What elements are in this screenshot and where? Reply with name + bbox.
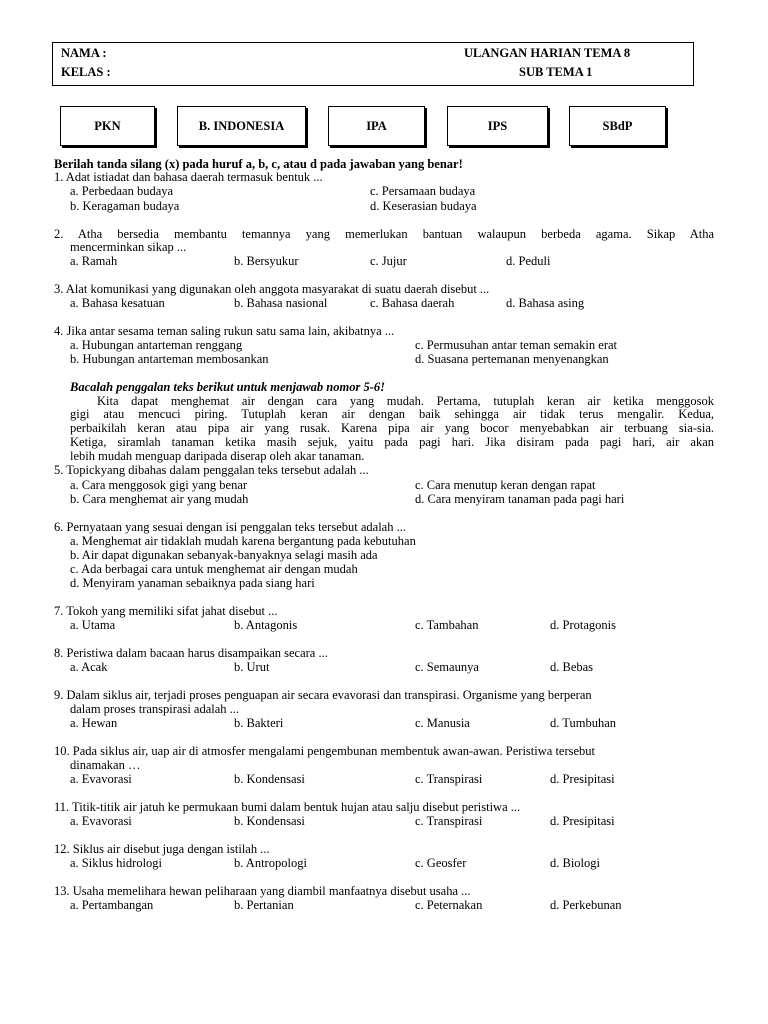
question-9: 9. Dalam siklus air, terjadi proses penguapan air secara evavorasi dan transpirasi. Organisme yang berperan [54,688,592,702]
q1-option-b: b. Keragaman budaya [70,199,180,213]
passage-heading: Bacalah penggalan teks berikut untuk menjawab nomor 5-6! [70,380,385,394]
question-6: 6. Pernyataan yang sesuai dengan isi penggalan teks tersebut adalah ... [54,520,406,534]
q10-option-a: a. Evavorasi [70,772,132,786]
q9-option-b: b. Bakteri [234,716,284,730]
q13-option-d: d. Perkebunan [550,898,622,912]
tab-pkn: PKN [60,106,155,146]
question-8: 8. Peristiwa dalam bacaan harus disampaikan secara ... [54,646,328,660]
question-12: 12. Siklus air disebut juga dengan istilah ... [54,842,270,856]
passage-line-1: Kita dapat menghemat air dengan cara yang mudah. Pertama, tutuplah keran air ketika menggosok [97,394,714,408]
question-2: 2. Atha bersedia membantu temannya yang memerlukan bantuan walaupun berbeda agama. Sikap Atha [54,227,714,241]
q4-option-d: d. Suasana pertemanan menyenangkan [415,352,609,366]
q10-option-c: c. Transpirasi [415,772,483,786]
q12-option-c: c. Geosfer [415,856,467,870]
q10-option-b: b. Kondensasi [234,772,305,786]
q4-option-a: a. Hubungan antarteman renggang [70,338,243,352]
q9-option-a: a. Hewan [70,716,118,730]
q1-option-a: a. Perbedaan budaya [70,184,174,198]
tab-ipa: IPA [328,106,425,146]
tab-sbdp: SBdP [569,106,666,146]
q7-option-d: d. Protagonis [550,618,616,632]
q12-option-d: d. Biologi [550,856,601,870]
q7-option-b: b. Antagonis [234,618,298,632]
q5-option-a: a. Cara menggosok gigi yang benar [70,478,248,492]
q3-option-d: d. Bahasa asing [506,296,585,310]
question-7: 7. Tokoh yang memiliki sifat jahat disebut ... [54,604,278,618]
q11-option-d: d. Presipitasi [550,814,615,828]
passage-line-3: perbaikilah keran atau pipa air yang rusak. Karena pipa air yang bocor menyebabkan air terbuang sia-sia. [70,421,714,435]
q6-option-a: a. Menghemat air tidaklah mudah karena bergantung pada kebutuhan [70,534,416,548]
q8-option-b: b. Urut [234,660,270,674]
tab-b-indonesia: B. INDONESIA [177,106,306,146]
q3-option-b: b. Bahasa nasional [234,296,328,310]
q2-option-a: a. Ramah [70,254,118,268]
q10-option-d: d. Presipitasi [550,772,615,786]
q8-option-c: c. Semaunya [415,660,479,674]
q2-option-d: d. Peduli [506,254,551,268]
q5-option-d: d. Cara menyiram tanaman pada pagi hari [415,492,625,506]
question-5: 5. Topickyang dibahas dalam penggalan teks tersebut adalah ... [54,463,369,477]
exam-title: ULANGAN HARIAN TEMA 8 [464,46,631,60]
q6-option-c: c. Ada berbagai cara untuk menghemat air dengan mudah [70,562,358,576]
q11-option-c: c. Transpirasi [415,814,483,828]
question-3: 3. Alat komunikasi yang digunakan oleh anggota masyarakat di suatu daerah disebut ... [54,282,490,296]
q5-option-b: b. Cara menghemat air yang mudah [70,492,249,506]
q2-option-c: c. Jujur [370,254,407,268]
q11-option-a: a. Evavorasi [70,814,132,828]
q7-option-a: a. Utama [70,618,116,632]
q8-option-a: a. Acak [70,660,108,674]
q9-option-d: d. Tumbuhan [550,716,616,730]
passage-line-2: gigi atau mencuci piring. Tutuplah keran air dengan baik sehingga air tidak terus mengalir. Kedua, [70,407,714,421]
passage-line-4: Ketiga, siramlah tanaman ketika masih sejuk, yaitu pada pagi hari. Jika disiram pada pagi hari, air akan [70,435,714,449]
question-4: 4. Jika antar sesama teman saling rukun satu sama lain, akibatnya ... [54,324,395,338]
passage-line-5: lebih mudah menguap daripada diserap oleh akar tanaman. [70,449,365,463]
kelas-label: KELAS : [61,65,111,79]
q13-option-b: b. Pertanian [234,898,294,912]
question-10-cont: dinamakan … [70,758,141,772]
q11-option-b: b. Kondensasi [234,814,305,828]
q8-option-d: d. Bebas [550,660,594,674]
q2-option-b: b. Bersyukur [234,254,299,268]
question-2-cont: mencerminkan sikap ... [70,240,187,254]
student-info-box [52,42,694,86]
question-9-cont: dalam proses transpirasi adalah ... [70,702,240,716]
q6-option-b: b. Air dapat digunakan sebanyak-banyaknya selagi masih ada [70,548,378,562]
tab-ips: IPS [447,106,548,146]
q3-option-a: a. Bahasa kesatuan [70,296,165,310]
q7-option-c: c. Tambahan [415,618,479,632]
q5-option-c: c. Cara menutup keran dengan rapat [415,478,596,492]
q4-option-b: b. Hubungan antarteman membosankan [70,352,269,366]
instruction: Berilah tanda silang (x) pada huruf a, b, c, atau d pada jawaban yang benar! [54,157,463,171]
q6-option-d: d. Menyiram yanaman sebaiknya pada siang hari [70,576,315,590]
q12-option-a: a. Siklus hidrologi [70,856,163,870]
q9-option-c: c. Manusia [415,716,470,730]
q12-option-b: b. Antropologi [234,856,307,870]
q1-option-d: d. Keserasian budaya [370,199,477,213]
question-11: 11. Titik-titik air jatuh ke permukaan bumi dalam bentuk hujan atau salju disebut peristiwa ... [54,800,521,814]
question-1: 1. Adat istiadat dan bahasa daerah termasuk bentuk ... [54,170,323,184]
q1-option-c: c. Persamaan budaya [370,184,476,198]
question-10: 10. Pada siklus air, uap air di atmosfer mengalami pengembunan membentuk awan-awan. Peristiwa tersebut [54,744,596,758]
q4-option-c: c. Permusuhan antar teman semakin erat [415,338,618,352]
q3-option-c: c. Bahasa daerah [370,296,455,310]
nama-label: NAMA : [61,46,107,60]
q13-option-a: a. Pertambangan [70,898,154,912]
question-13: 13. Usaha memelihara hewan peliharaan yang diambil manfaatnya disebut usaha ... [54,884,471,898]
subtema-label: SUB TEMA 1 [519,65,593,79]
q13-option-c: c. Peternakan [415,898,483,912]
